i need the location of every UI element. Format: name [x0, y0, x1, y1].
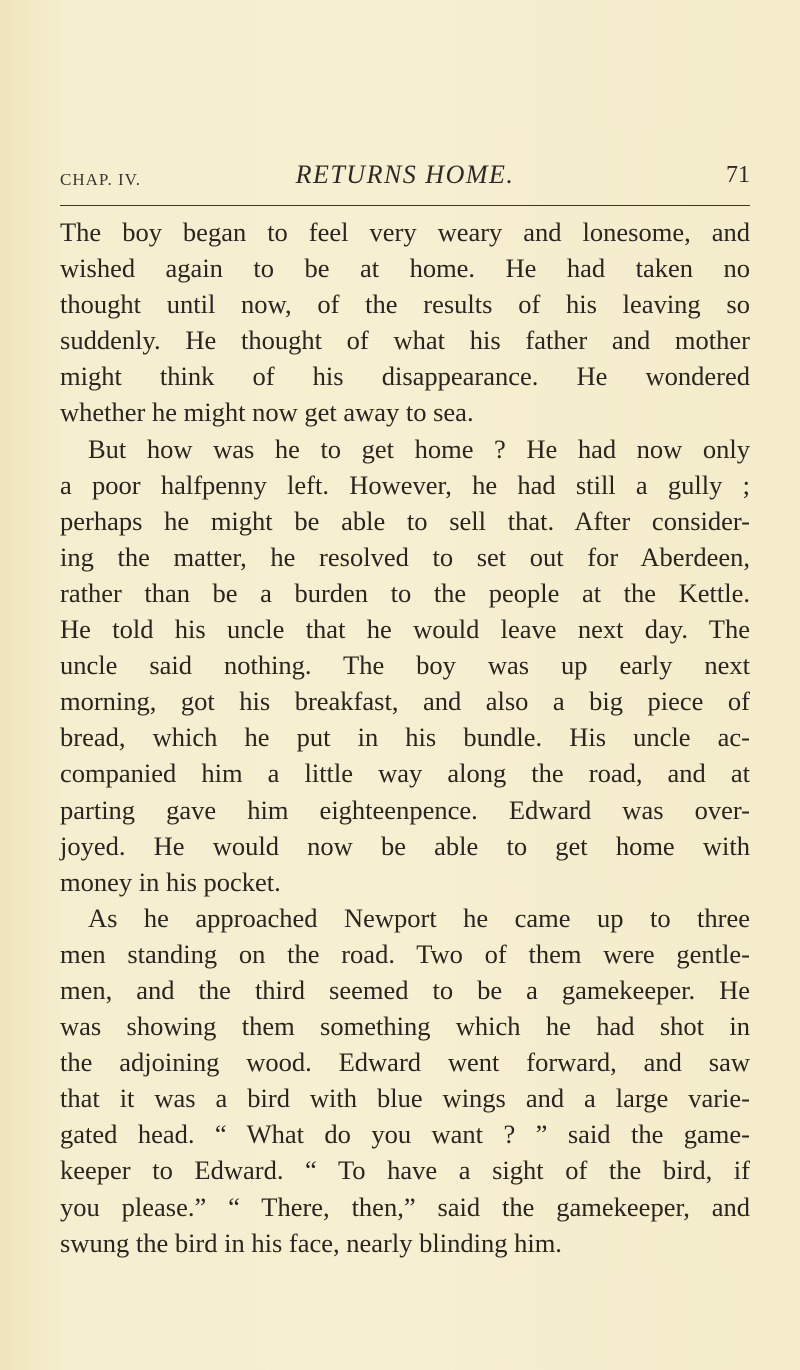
text-line: was showing them something which he had shot in: [60, 1011, 750, 1042]
text-line: men standing on the road. Two of them were gentle-: [60, 938, 750, 969]
text-line: that it was a bird with blue wings and a large varie-: [60, 1083, 750, 1114]
text-line: bread, which he put in his bundle. His uncle ac-: [60, 722, 750, 753]
page-number: 71: [726, 162, 750, 188]
text-line: ing the matter, he resolved to set out for Aberdeen,: [60, 541, 750, 572]
text-line: men, and the third seemed to be a gamekeeper. He: [60, 974, 750, 1005]
text-line: uncle said nothing. The boy was up early next: [60, 650, 750, 681]
text-line: rather than be a burden to the people at the Kettle.: [60, 577, 750, 608]
text-line: joyed. He would now be able to get home with: [60, 830, 750, 861]
paragraph-1: [60, 214, 750, 431]
text-line: the adjoining wood. Edward went forward, and saw: [60, 1047, 750, 1078]
text-line: gated head. “ What do you want ? ” said the game-: [60, 1119, 750, 1150]
chapter-label: CHAP. IV.: [60, 170, 141, 189]
text-line: companied him a little way along the road, and at: [60, 758, 750, 789]
text-line: As he approached Newport he came up to three: [88, 902, 750, 933]
text-line: suddenly. He thought of what his father and mother: [60, 325, 750, 356]
text-line: morning, got his breakfast, and also a big piece of: [60, 686, 750, 717]
text-line: whether he might now get away to sea.: [60, 397, 474, 428]
text-line: He told his uncle that he would leave next day. The: [60, 614, 750, 645]
text-line: thought until now, of the results of his leaving so: [60, 289, 750, 320]
text-line: swung the bird in his face, nearly blinding him.: [60, 1227, 562, 1258]
chapter-title: RETURNS HOME.: [295, 160, 515, 189]
text-line: a poor halfpenny left. However, he had still a gully ;: [60, 469, 750, 500]
header-rule: [60, 205, 750, 206]
paragraph-3: [60, 900, 750, 1261]
text-line: you please.” “ There, then,” said the gamekeeper, and: [60, 1191, 750, 1222]
text-line: parting gave him eighteenpence. Edward was over-: [60, 794, 750, 825]
text-line: The boy began to feel very weary and lonesome, and: [60, 217, 750, 247]
text-line: But how was he to get home ? He had now only: [88, 433, 750, 464]
running-head: [60, 160, 750, 200]
body-text: [60, 214, 750, 1261]
text-line: money in his pocket.: [60, 866, 281, 897]
text-line: wished again to be at home. He had taken no: [60, 253, 750, 284]
text-line: perhaps he might be able to sell that. After consider-: [60, 505, 750, 536]
text-line: might think of his disappearance. He wondered: [60, 361, 750, 392]
text-line: keeper to Edward. “ To have a sight of the bird, if: [60, 1155, 750, 1186]
paragraph-2: [60, 431, 750, 900]
